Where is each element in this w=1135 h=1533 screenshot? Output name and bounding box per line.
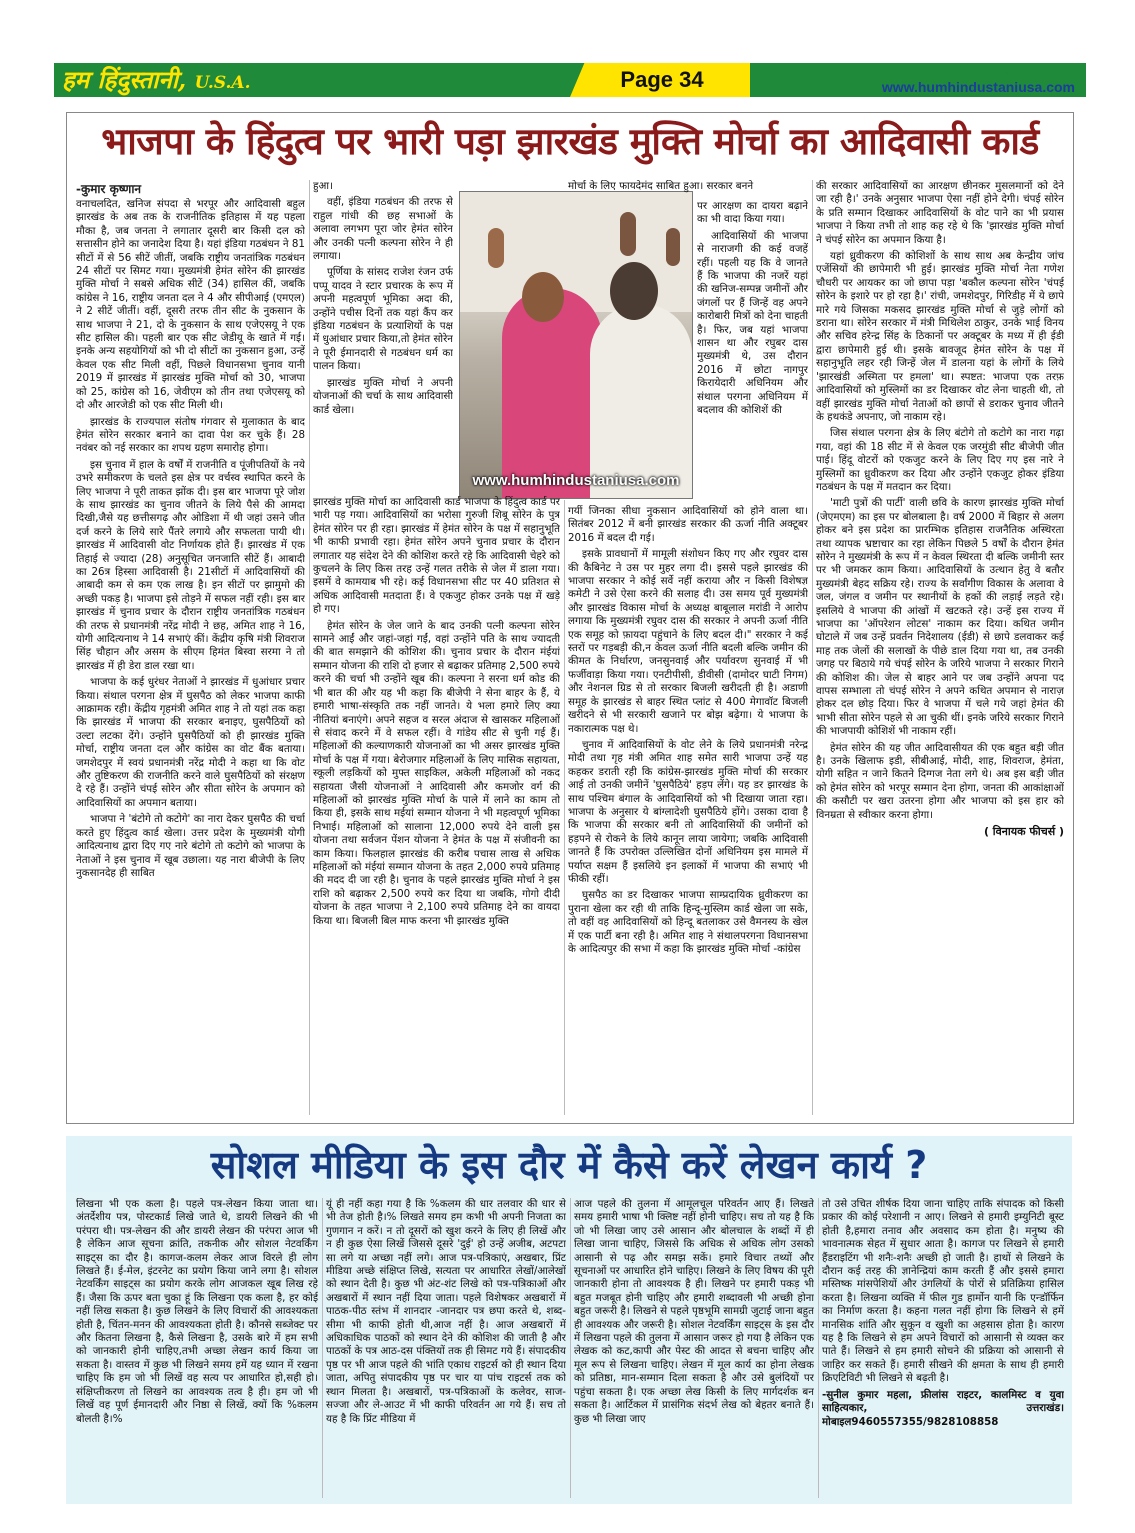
paragraph: चुनाव में आदिवासियों के वोट लेने के लिये प्रधानमंत्री नरेन्द्र मोदी तथा गृह मंत्री अमित शाह समेत सारी भाजपा उन्हें यह कहकर डराती रही कि कांग्रेस-झारखंड मुक्ति मोर्चा की सरकार आई तो उनकी जमीनें 'घुसपैठिये' हड़प लेंगे। यह डर झारखंड के साथ पश्चिम बंगाल के आदिवासियों को भी दिखाया जाता रहा। भाजपा के अनुसार ये बांग्लादेशी घुसपैठिये होंगे। उसका दावा है कि भाजपा की सरकार बनी तो आदिवासियों की जमीनों को हड़पने से रोकने के लिये कानून लाया जायेगा; जबकि आदिवासी जानते हैं कि उपरोक्त उल्लिखित दोनों अधिनियम इस मामले में पर्याप्त सक्षम हैं इसलिये इन इलाकों में भाजपा की सभाएं भी फीकी रहीं। [568, 738, 808, 885]
paragraph: हेमंत सोरेन की यह जीत आदिवासीयत की एक बहुत बड़ी जीत है। उनके खिलाफ इडी, सीबीआई, मोदी, शाह, शिवराज, हेमंता, योगी सहित न जाने कितने दिग्गज नेता लगे थे। अब इस बड़ी जीत को हेमंत सोरेन को भरपूर सम्मान देना होगा, जनता की आकांक्षाओं की कसौटी पर खरा उतरना होगा और भाजपा को इस हार को विनम्रता से स्वीकार करना होगा। [816, 741, 1064, 821]
article-2-column-1 [76, 1198, 318, 1498]
article-2-author-bio: -सुनील कुमार महला, फ्रीलांस राइटर, कालमिस्ट व युवा साहित्यकार, उत्तराखंड।मोबाइल9460557355/9828108858 [822, 1388, 1064, 1428]
paragraph: यहां ध्रुवीकरण की कोशिशों के साथ साथ अब केन्द्रीय जांच एजेंसियों की छापेमारी भी हुई। झारखंड मुक्ति मोर्चा नेता गणेश चौधरी पर आयकर का जो छापा पड़ा 'बकौल कल्पना सोरेन 'चंपई सोरेन के इशारे पर हो रहा है।' रांची, जमशेदपुर, गिरिडीह में ये छापे मारे गये जिसका मकसद झारखंड मुक्ति मोर्चा से जुड़े लोगों को डराना था। सोरेन सरकार में मंत्री मिथिलेश ठाकुर, उनके भाई विनय और सचिव हरेन्द्र सिंह के ठिकानों पर अक्टूबर के मध्य में ही ईडी द्वारा छापेमारी हुई थी। इसके बावजूद हेमंत सोरेन के पक्ष में सहानुभूति लहर रही जिन्हें जेल में डालना यहां के लोगों के लिये 'झारखंडी अस्मिता पर हमला' था। स्पष्टत: भाजपा एक तरफ़ आदिवासियों को मुस्लिमों का डर दिखाकर वोट लेना चाहती थी, तो वहीं झारखंड मुक्ति मोर्चा नेताओं को छापों से डराकर चुनाव जीतने के हथकंडे अपनाए, जो नाकाम रहे। [816, 250, 1064, 423]
paragraph: इसके प्रावधानों में मामूली संशोधन किए गए और रघुवर दास की कैबिनेट ने उस पर मुहर लगा दी। इससे पहले झारखंड की भाजपा सरकार ने कोई सर्वे नहीं कराया और न किसी विशेषज्ञ कमेटी ने उसे ऐसा करने की सलाह दी। उस समय पूर्व मुख्यमंत्री और झारखंड विकास मोर्चा के अध्यक्ष बाबूलाल मरांडी ने आरोप लगाया कि मुख्यमंत्री रघुवर दास की सरकार ने अपनी ऊर्जा नीति एक समूह को फ़ायदा पहुंचाने के लिए बदल दी।" सरकार ने कई स्तरों पर गड़बड़ी की,न केवल ऊर्जा नीति बदली बल्कि जमीन की कीमत के निर्धारण, जनसुनवाई और पर्यावरण सुनवाई में भी फर्जीवाड़ा किया गया। एनटीपीसी, डीवीसी (दामोदर घाटी निगम) और नेशनल ग्रिड से तो सरकार बिजली खरीदती ही है। अडाणी समूह के झारखंड से बाहर स्थित प्लांट से 400 मेगावॉट बिजली खरीदने से भी सरकारी खजाने पर बोझ बढ़ेगा। ये भाजपा के नकारात्मक पक्ष थे। [568, 548, 808, 735]
paragraph: हुआ। [313, 180, 333, 192]
paragraph: मोर्चा के लिए फायदेमंद साबित हुआ। सरकार बनने [568, 180, 754, 192]
paragraph: भाजपा ने 'बंटोगे तो कटोगे' का नारा देकर घुसपैठ की चर्चा करते हुए हिंदुत्व कार्ड खेला। उत्तर प्रदेश के मुख्यमंत्री योगी आदित्यनाथ द्वारा दिए गए नारे बंटोगे तो कटोगे को भाजपा के नेताओं ने इस चुनाव में खूब उछाला। यह नारा बीजेपी के लिए नुकसानदेह ही साबित [76, 813, 305, 879]
column-divider [818, 1198, 819, 1498]
photo-person-man [590, 304, 692, 498]
article-1-headline: भाजपा के हिंदुत्व पर भारी पड़ा झारखंड मुक्ति मोर्चा का आदिवासी कार्ड [101, 120, 1039, 163]
paragraph: जिस संथाल परगना क्षेत्र के लिए बंटोगे तो कटोगे का नारा गढ़ा गया, वहां की 18 सीट में से केवल एक जरमुंडी सीट बीजेपी जीत पाई। हिंदू वोटरों को एकजुट करने के लिए दिए गए इस नारे ने मुस्लिमों का ध्रुवीकरण कर दिया और उन्होंने एकजुट होकर इंडिया गठबंधन के पक्ष में मतदान कर दिया। [816, 427, 1064, 493]
article-1-column-2-top [313, 180, 453, 492]
paragraph: 'माटी पुत्रों की पार्टी' वाली छवि के कारण झारखंड मुक्ति मोर्चा (जेएमएम) का इस पर बोलबाला है। वर्ष 2000 में बिहार से अलग होकर बने इस प्रदेश का प्रारम्भिक इतिहास राजनैतिक अस्थिरता तथा व्यापक भ्रष्टाचार का रहा लेकिन पिछले 5 वर्षों के दौरान हेमंत सोरेन ने मुख्यमंत्री के रूप में न केवल स्थिरता दी बल्कि जमीनी स्तर पर भी जमकर काम किया। आदिवासियों के उत्थान हेतु वे बतौर मुख्यमंत्री बेहद सक्रिय रहे। राज्य के सर्वांगीण विकास के अलावा वे जल, जंगल व जमीन पर स्थानीयों के हकों की लड़ाई लड़ते रहे। इसलिये वे भाजपा की आंखों में खटकते रहे। उन्हें इस राज्य में भाजपा का 'ऑपरेशन लोटस' नाकाम कर दिया। कथित जमीन घोटाले में जब उन्हें प्रवर्तन निदेशालय (ईडी) से छापे डलवाकर कई माह तक जेलों की सलाखों के पीछे डाल दिया गया था, तब उनकी जगह पर बिठाये गये चंपई सोरेन के जरिये भाजपा ने सरकार गिराने की कोशिश की। जेल से बाहर आने पर जब उन्होंने अपना पद वापस सम्भाला तो चंपई सोरेन ने अपने कथित अपमान से नाराज़ होकर दल छोड़ दिया। फिर वे भाजपा में चले गये जहां हेमंत की भाभी सीता सोरेन पहले से आ चुकी थीं। इनके जरिये सरकार गिराने की भाजपायी कोशिशें भी नाकाम रहीं। [816, 497, 1064, 738]
article-1-column-3-top [568, 180, 808, 200]
issue-info [882, 62, 1075, 96]
paragraph: पूर्णिया के सांसद राजेश रंजन उर्फ पप्पू यादव ने स्टार प्रचारक के रूप में अपनी महत्वपूर्ण भूमिका अदा की, उन्होंने पचीस दिनों तक यहां कैंप कर इंडिया गठबंधन के प्रत्याशियों के पक्ष में धुआंधार प्रचार किया,तो हेमंत सोरेन ने पूरी ईमानदारी से गठबंधन धर्म का पालन किया। [313, 266, 453, 373]
masthead-logo-suffix: U.S.A. [194, 73, 251, 93]
photo-victory-sign [620, 212, 636, 256]
column-divider [309, 180, 310, 1115]
paragraph: झारखंड मुक्ति मोर्चा ने अपनी योजनाओं की चर्चा के साथ आदिवासी कार्ड खेला। [313, 376, 453, 416]
article-2-column-4 [822, 1198, 1064, 1498]
website-link[interactable]: www.humhindustaniusa.com [881, 79, 1075, 95]
column-divider [812, 180, 813, 1115]
paragraph: भाजपा के कई धुरंधर नेताओं ने झारखंड में धुआंधार प्रचार किया। संथाल परगना क्षेत्र में घुसपैठ को लेकर भाजपा काफी आक्रामक रही। केंद्रीय गृहमंत्री अमित शाह ने तो यहां तक कहा कि झारखंड में भाजपा की सरकार बनाइए, घुसपैठियों को उल्टा लटका देंगे। उन्होंने घुसपैठियों को ही झारखंड मुक्ति मोर्चा, राष्ट्रीय जनता दल और कांग्रेस का वोट बैंक बताया। जमशेदपुर में स्वयं प्रधानमंत्री नरेंद्र मोदी ने कहा था कि वोट और तुष्टिकरण की राजनीति करने वाले घुसपैठियों को संरक्षण दे रहे हैं। उन्होंने चंपई सोरेन और सीता सोरेन के अपमान को आदिवासियों का अपमान बताया। [76, 676, 305, 809]
issue-date: Nov. 29-Dec. 05, 2024 [923, 62, 1075, 79]
column-divider [570, 1198, 571, 1498]
masthead-logo-text: हम हिंदुस्तानी, [62, 65, 187, 94]
photo-person-man-head [610, 262, 658, 320]
paragraph: हेमंत सोरेन के जेल जाने के बाद उनकी पत्नी कल्पना सोरेन सामने आईं और जहां-जहां गईं, वहां उन्होंने पति के साथ ज्यादती की बात समझाने की कोशिश की। चुनाव प्रचार के दौरान मंईयां सम्मान योजना की राशि दो हजार से बढ़ाकर प्रतिमाह 2,500 रुपये करने की चर्चा भी उन्होंने खूब की। कल्पना ने सरना धर्म कोड की भी बात की और यह भी कहा कि बीजेपी ने सेना बाहर के हैं, ये हमारी भाषा-संस्कृति तक नहीं जानते। ये भला हमारे लिए क्या नीतियां बनाएंगे। अपने सहज व सरल अंदाज से खासकर महिलाओं से संवाद करने में वे सफल रहीं। वे गांडेय सीट से चुनी गई हैं। महिलाओं की कल्याणकारी योजनाओं का भी असर झारखंड मुक्ति मोर्चा के पक्ष में गया। बेरोजगार महिलाओं के लिए मासिक सहायता, स्कूली लड़कियों को मुफ्त साइकिल, अकेली महिलाओं को नकद सहायता जैसी योजनाओं ने आदिवासी और कमजोर वर्ग की महिलाओं को झारखंड मुक्ति मोर्चा के पाले में लाने का काम तो किया ही, इसके साथ मईयां सम्मान योजना ने भी महत्वपूर्ण भूमिका निभाई। महिलाओं को सालाना 12,000 रुपये देने वाली इस योजना तथा सर्वजन पेंशन योजना ने हेमंत के पक्ष में संजीवनी का काम किया। फिलहाल झारखंड की करीब पचास लाख से अधिक महिलाओं को मंईयां सम्मान योजना के तहत 2,000 रुपये प्रतिमाह की मदद दी जा रही है। चुनाव के पहले झारखंड मुक्ति मोर्चा ने इस राशि को बढ़ाकर 2,500 रुपये कर दिया था जबकि, गोगो दीदी योजना के तहत भाजपा ने 2,100 रुपये प्रतिमाह देने का वायदा किया था। बिजली बिल माफ करना भी झारखंड मुक्ति [313, 619, 560, 927]
article-1-column-3-bottom [568, 505, 808, 1115]
paragraph: आज पहले की तुलना में आमूलचूल परिवर्तन आए हैं। लिखते समय हमारी भाषा भी क्लिष्ट नहीं होनी चाहिए। सच तो यह है कि जो भी लिखा जाए उसे आसान और बोलचाल के शब्दों में ही लिखा जाना चाहिए, जिससे कि अधिक से अधिक लोग उसको आसानी से पढ़ और समझ सकें। हमारे विचार तथ्यों और सूचनाओं पर आधारित होने चाहिए। लिखने के लिए विषय की पूरी जानकारी होना तो आवश्यक है ही। लिखने पर हमारी पकड़ भी बहुत मजबूत होनी चाहिए और हमारी शब्दावली भी अच्छी होना बहुत जरूरी है। लिखने से पहले पृष्ठभूमि सामग्री जुटाई जाना बहुत ही आवश्यक और जरूरी है। सोशल नेटवर्किंग साइट्स के इस दौर में लिखना पहले की तुलना में आसान जरूर हो गया है लेकिन एक लेखक को कट,कापी और पेस्ट की आदत से बचना चाहिए और मूल रूप से लिखना चाहिए। लेखन में मूल कार्य का होना लेखक को प्रतिष्ठा, मान-सम्मान दिला सकता है और उसे बुलंदियों पर पहुंचा सकता है। एक अच्छा लेख किसी के लिए मार्गदर्शक बन सकता है। आर्टिकल में प्रासंगिक संदर्भ लेख को बेहतर बनाते हैं। कुछ भी लिखा जाए [574, 1198, 814, 1425]
article-1-column-1 [76, 198, 305, 1115]
paragraph: आदिवासियों की भाजपा से नाराजगी की कई वजहें रहीं। पहली यह कि वे जानते हैं कि भाजपा की नजरें यहां की खनिज-सम्पन्न जमीनों और जंगलों पर हैं जिन्हें वह अपने कारोबारी मित्रों को देना चाहती है। फिर, जब यहां भाजपा शासन था और रघुबर दास मुख्यमंत्री थे, उस दौरान 2016 में छोटा नागपुर किरायेदारी अधिनियम और संथाल परगना अधिनियम में बदलाव की कोशिशें की [697, 229, 808, 417]
article-1-column-4 [816, 180, 1064, 1115]
paragraph: घुसपैठ का डर दिखाकर भाजपा साम्प्रदायिक ध्रुवीकरण का पुराना खेला कर रही थी ताकि हिन्दू-मुस्लिम कार्ड खेला जा सके, तो वहीं वह आदिवासियों को हिन्दू बतलाकर उसे वैमनस्य के खेल में एक पार्टी बना रही है। अमित शाह ने संथालपरगना विधानसभा के आदित्यपुर की सभा में कहा कि झारखंड मुक्ति मोर्चा -कांग्रेस [568, 889, 808, 955]
column-divider [322, 1198, 323, 1498]
article-1-column-2-bottom [313, 496, 560, 1115]
paragraph: झारखंड के राज्यपाल संतोष गंगवार से मुलाकात के बाद हेमंत सोरेन सरकार बनाने का दावा पेश कर चुके हैं। 28 नवंबर को नई सरकार का शपथ ग्रहण समारोह होगा। [76, 415, 305, 455]
paragraph: लिखना भी एक कला है। पहले पत्र-लेखन किया जाता था। अंतर्देशीय पत्र, पोस्टकार्ड लिखे जाते थे, डायरी लिखने की भी परंपरा थी। पत्र-लेखन की और डायरी लेखन की परंपरा आज भी है लेकिन आज सूचना क्रांति, तकनीक और सोशल नेटवर्किंग साइट्स का दौर है। कागज-कलम लेकर आज विरले ही लोग लिखते हैं। ई-मेल, इंटरनेट का प्रयोग किया जाने लगा है। सोशल नेटवर्किंग साइट्स का प्रयोग करके लोग आजकल खूब लिख रहे हैं। जैसा कि ऊपर बता चुका हूं कि लिखना एक कला है, हर कोई नहीं लिख सकता है। कुछ लिखने के लिए विचारों की आवश्यकता होती है, चिंतन-मनन की आवश्यकता होती है। कौनसे सब्जेक्ट पर और कितना लिखना है, कैसे लिखना है, उसके बारे में हम सभी को जानकारी होनी चाहिए,तभी अच्छा लेखन कार्य किया जा सकता है। वास्तव में कुछ भी लिखने समय हमें यह ध्यान में रखना चाहिए कि हम जो भी लिखें वह सत्य पर आधारित हो,सही हो। संक्षिप्तीकरण तो लिखने का आवश्यक तत्व है ही। हम जो भी लिखें वह पूर्ण ईमानदारी और निष्ठा से लिखें, क्यों कि %कलम बोलती है।% [76, 1198, 318, 1425]
paragraph: तो उसे उचित शीर्षक दिया जाना चाहिए ताकि संपादक को किसी प्रकार की कोई परेशानी न आए। लिखने से हमारी इम्युनिटी बूस्ट होती है,हमारा तनाव और अवसाद कम होता है। मनुष्य की भावनात्मक सेहत में सुधार आता है। कागज पर लिखने से हमारी हैंडराइटिंग भी शनैः-शनैः अच्छी हो जाती है। हाथों से लिखने के दौरान कई तरह की ज्ञानेन्द्रियां काम करती हैं और इससे हमारा मस्तिष्क मांसपेशियों और उंगलियों के पोरों से प्रतिक्रिया हासिल करता है। लिखना व्यक्ति में फील गुड हार्मोन यानी कि एन्डॉर्फिन का निर्माण करता है। कहना गलत नहीं होगा कि लिखने से हमें मानसिक शांति और सुकून व खुशी का अहसास होता है। कारण यह है कि लिखने से हम अपने विचारों को आसानी से व्यक्त कर पाते हैं। लिखने से हम हमारी सोचने की प्रक्रिया को आसानी से जाहिर कर सकते हैं। हमारी सीखने की क्षमता के साथ ही हमारी क्रिएटिविटी भी लिखने से बढ़ती है। [822, 1198, 1064, 1385]
page-number: Page 34 [620, 67, 704, 92]
paragraph: की सरकार आदिवासियों का आरक्षण छीनकर मुसलमानों को देने जा रही है।' उनके अनुसार भाजपा ऐसा नहीं होने देगी। चंपई सोरेन के प्रति सम्मान दिखाकर आदिवासियों के वोट पाने का भी प्रयास भाजपा ने किया तभी तो शाह कह रहे थे कि 'झारखंड मुक्ति मोर्चा ने चंपई सोरेन का अपमान किया है। [816, 180, 1064, 246]
paragraph: झारखंड मुक्ति मोर्चा का आदिवासी कार्ड भाजपा के हिंदुत्व कार्ड पर भारी पड़ गया। आदिवासियों का भरोसा गुरुजी शिबू सोरेन के पुत्र हेमंत सोरेन पर ही रहा। झारखंड में हेमंत सोरेन के पक्ष में सहानुभूति भी काफी प्रभावी रहा। हेमंत सोरेन अपने चुनाव प्रचार के दौरान लगातार यह संदेश देने की कोशिश करते रहे कि आदिवासी चेहरे को कुचलने के लिए किस तरह उन्हें गलत तरीके से जेल में डाला गया। इसमें वे कामयाब भी रहे। कई विधानसभा सीट पर 40 प्रतिशत से अधिक आदिवासी मतदाता हैं। वे एकजुट होकर उनके पक्ष में खड़े हो गए। [313, 496, 560, 616]
article-1-byline: -कुमार कृष्णान [76, 182, 142, 196]
article-2-column-3 [574, 1198, 814, 1498]
masthead-logo [62, 63, 251, 97]
paragraph: पर आरक्षण का दायरा बढ़ाने का भी वादा किया गया। [697, 200, 808, 226]
photo-victory-sign [666, 228, 680, 266]
photo-person-woman-head [522, 272, 564, 322]
article-2-headline: सोशल मीडिया के इस दौर में कैसे करें लेखन कार्य ? [210, 1143, 928, 1187]
photo-victory-sign [488, 228, 504, 268]
paragraph: वहीं, इंडिया गठबंधन की तरफ से राहुल गांधी की छह सभाओं के अलावा लगभग पूरा जोर हेमंत सोरेन और उनकी पत्नी कल्पना सोरेन ने ही लगाया। [313, 196, 453, 263]
article-1-photo [459, 191, 693, 499]
paragraph: यूं ही नहीं कहा गया है कि %कलम की धार तलवार की धार से भी तेज होती है।% लिखते समय हम कभी भी अपनी निजता का गुणगान न करें। न तो दूसरों को खुश करने के लिए ही लिखें और न ही कुछ ऐसा लिखें जिससे दूसरे 'दुई' हो उन्हें अजीब, अटपटा सा लगे या अच्छा नहीं लगे। आज पत्र-पत्रिकाएं, अखबार, प्रिंट मीडिया अच्छे संक्षिप्त लिखे, सत्यता पर आधारित लेखों/आलेखों को स्थान देती है। कुछ भी अंट-शंट लिखे को पत्र-पत्रिकाओं और अखबारों में स्थान नहीं दिया जाता। पहले विशेषकर अखबारों में पाठक-पीठ स्तंभ में शानदार -जानदार पत्र छपा करते थे, शब्द-सीमा भी काफी होती थी,आज नहीं है। आज अखबारों में अधिकाधिक पाठकों को स्थान देने की कोशिश की जाती है और पाठकों के पत्र आठ-दस पंक्तियों तक ही सिमट गये हैं। संपादकीय पृष्ठ पर भी आज पहले की भांति एकाध राइटर्स को ही स्थान दिया जाता, अपितु संपादकीय पृष्ठ पर चार या पांच राइटर्स तक को स्थान मिलता है। अखबारों, पत्र-पत्रिकाओं के कलेवर, साज-सज्जा और ले-आउट में भी काफी परिवर्तन आ गये हैं। सच तो यह है कि प्रिंट मीडिया में [326, 1198, 566, 1425]
column-divider [564, 500, 565, 1115]
article-1-credit: ( विनायक फीचर्स ) [983, 825, 1064, 839]
paragraph: गयीं जिनका सीधा नुकसान आदिवासियों को होने वाला था। सितंबर 2012 में बनी झारखंड सरकार की ऊर्जा नीति अक्टूबर 2016 में बदल दी गई। [568, 505, 808, 544]
photo-watermark: www.humhindustaniusa.com [472, 472, 680, 489]
article-1-column-3-side [697, 200, 808, 505]
paragraph: वनाचलदित, खनिज संपदा से भरपूर और आदिवासी बहुल झारखंड के अब तक के राजनीतिक इतिहास में यह पहला मौका है, जब जनता ने लगातार दूसरी बार किसी दल को सत्तासीन होने का जनादेश दिया है। यहां इंडिया गठबंधन ने 81 सीटों में से 56 सीटें जीतीं, जबकि राष्ट्रीय जनतांत्रिक गठबंधन 24 सीटों पर सिमट गया। मुख्यमंत्री हेमंत सोरेन की झारखंड मुक्ति मोर्चा ने सबसे अधिक सीटें (34) हासिल कीं, जबकि कांग्रेस ने 16, राष्ट्रीय जनता दल ने 4 और सीपीआई (एमएल) ने 2 सीटें जीतीं। वहीं, दूसरी तरफ तीन सीट के नुकसान के साथ भाजपा ने 21, दो के नुकसान के साथ एजेएसयू ने एक सीट हासिल की। पहली बार एक सीट जेडीयू के खाते में गई। इनके अन्य सहयोगियों को भी दो सीटों का नुकसान हुआ, उन्हें केवल एक सीट मिली वहीं, पिछले विधानसभा चुनाव यानी 2019 में झारखंड में झारखंड मुक्ति मोर्चा को 30, भाजपा को 25, कांग्रेस को 16, जेवीएम को तीन तथा एजेएसयू को दो और आरजेडी को एक सीट मिली थी। [76, 198, 305, 412]
article-2-column-2 [326, 1198, 566, 1498]
paragraph: इस चुनाव में हाल के वर्षों में राजनीति व पूंजीपतियों के नये उभरे समीकरण के चलते इस क्षेत्र पर वर्चस्व स्थापित करने के लिए भाजपा ने पूरी ताकत झोंक दी। इस बार भाजपा पूरे जोश के साथ झारखंड का चुनाव जीतने के लिये पैसे की आमदा दिखी,जैसे यह छत्तीसगढ़ और ओडिशा में थी जहां उसने जीत दर्ज करने के लिये सारे पैंतरे लगाये और सफलता पायी थी। झारखंड में आदिवासी वोट निर्णायक होते हैं। झारखंड में एक तिहाई से ज्यादा (28) अनुसूचित जनजाति सीटें हैं। आबादी का 26त्र हिस्सा आदिवासी है। 21सीटों में आदिवासियों की आबादी कम से कम एक लाख है। इन सीटों पर झामुमो की अच्छी पकड़ है। भाजपा इसे तोड़ने में सफल नहीं रही। इस बार झारखंड में चुनाव प्रचार के दौरान राष्ट्रीय जनतांत्रिक गठबंधन की तरफ से प्रधानमंत्री नरेंद्र मोदी ने छह, अमित शाह ने 16, योगी आदित्यनाथ ने 14 सभाएं कीं। केंद्रीय कृषि मंत्री शिवराज सिंह चौहान और असम के सीएम हिमंत बिस्वा सरमा ने तो झारखंड में ही डेरा डाल रखा था। [76, 458, 305, 672]
